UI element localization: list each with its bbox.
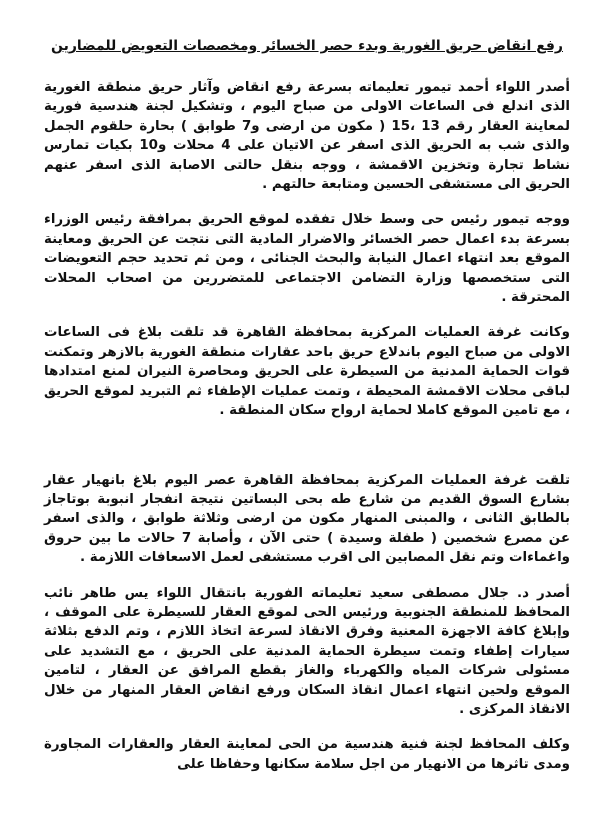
paragraph-spacer [44,307,570,323]
paragraph-spacer [44,719,570,735]
paragraph-6: وكلف المحافظ لجنة فنية هندسية من الحى لمعاينة العقار والعقارات المجاورة ومدى تاثرها من الانهيار من اجل سلامة سكانها وحفاظا على [44,737,570,772]
paragraph-spacer [44,568,570,584]
paragraph-4: تلقت غرفة العمليات المركزية بمحافظة القاهرة عصر اليوم بلاغ بانهيار عقار بشارع السوق القديم من شارع طه بحى البساتين نتيجة انفجار انبوبة بوتاجاز بالطابق الثانى ، والمبنى المنهار مكون من ارضى وثلاثة طوابق ، والذى اسفر عن مصرع شخصين ( طفلة وسيدة ) حتى الآن ، وأصابة 7 حالات ما بين حروق واغماءات وتم نقل المصابين الى اقرب مستشفى لعمل الاسعافات اللازمة . [44,472,570,566]
paragraph-1: أصدر اللواء أحمد تيمور تعليماته بسرعة رفع انقاض وآثار حريق منطقة الغورية الذى اندلع فى الساعات الاولى من صباح اليوم ، وتشكيل لجنة هندسية فورية لمعاينة العقار رقم 13 ،15 ( مكون من ارضى و7 طوابق ) بحارة حلقوم الجمل والذى شب به الحريق الذى اسفر عن الاتيان على 4 محلات و10 بكيات تمارس نشاط تجارة وتخزين الاقمشة ، ووجه بنقل حالتى الاصابة الذى اسفر عنهم الحريق الى مستشفى الحسين ومتابعة حالتهم . [44,80,570,193]
paragraph-5: أصدر د. جلال مصطفى سعيد تعليماته الفورية بانتقال اللواء يس طاهر نائب المحافظ للمنطقة الجنوبية ورئيس الحى لموقع العقار للسيطرة على الموقف ، وإبلاغ كافة الاجهزة المعنية وفرق الانقاذ لسرعة اتخاذ اللازم ، وتم الدفع بثلاثة سيارات إطفاء وتمت سيطرة الحماية المدنية على الحريق ، مع التشديد على مسئولى شركات المياه والكهرباء والغاز بقطع المرافق عن العقار ، لتامين الموقع ولحين انتهاء اعمال انقاذ السكان ورفع انقاض العقار المنهار من خلال الانقاذ المركزى . [44,585,570,717]
article-title: رفع انقاض حريق الغورية وبدء حصر الخسائر ومخصصات التعويض للمضارين [50,38,563,54]
paragraph-3: وكانت غرفة العمليات المركزية بمحافظة القاهرة قد تلقت بلاغ فى الساعات الاولى من صباح اليوم باندلاع حريق باحد عقارات منطقة الغورية بالازهر وتمكنت قوات الحماية المدنية من السيطرة على الحريق ومحاصرة النيران لمنع امتدادها لباقى محلات الاقمشة المحيطة ، وتمت عمليات الإطفاء ثم التبريد لموقع الحريق ، مع تامين الموقع كاملا لحماية ارواح سكان المنطقة . [44,325,570,419]
paragraph-spacer [44,194,570,210]
section-gap [44,421,570,471]
paragraph-2: ووجه تيمور رئيس حى وسط خلال تفقده لموقع الحريق بمرافقة رئيس الوزراء بسرعة بدء اعمال حصر الخسائر والاضرار المادية التى نتجت عن الحريق ومعاينة الموقع بعد انتهاء اعمال النيابة والبحث الجنائى ، ومن ثم تحديد حجم التعويضات التى ستخصصها وزارة التضامن الاجتماعى للمتضررين من اصحاب المحلات المحترقة . [44,212,570,306]
